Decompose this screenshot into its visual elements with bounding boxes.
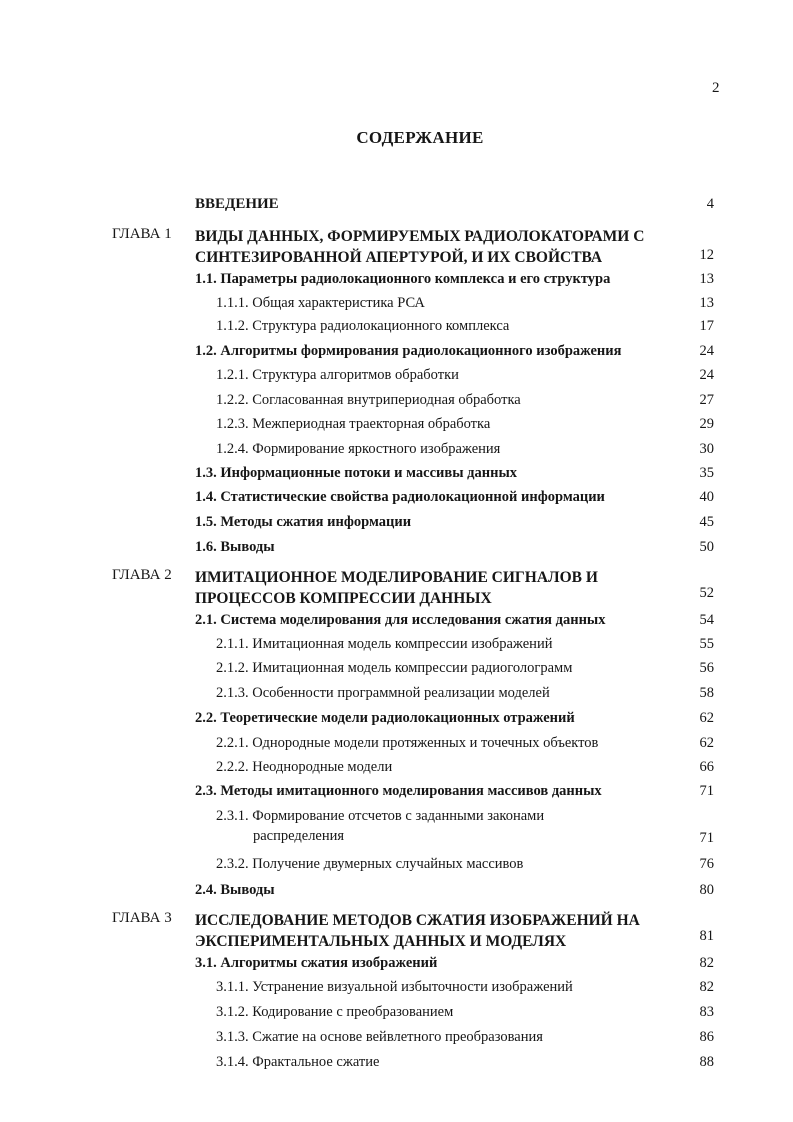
- toc-entry-text: 1.1.1. Общая характеристика РСА: [216, 295, 425, 311]
- chapter-title-line: ИМИТАЦИОННОЕ МОДЕЛИРОВАНИЕ СИГНАЛОВ И: [195, 569, 598, 586]
- toc-entry-text: 1.1. Параметры радиолокационного комплекса и его структура: [195, 271, 611, 287]
- chapter-title-line: ИССЛЕДОВАНИЕ МЕТОДОВ СЖАТИЯ ИЗОБРАЖЕНИЙ НА: [195, 912, 640, 929]
- toc-entry-page: 88: [699, 1054, 714, 1070]
- toc-entry-text: 3.1.2. Кодирование с преобразованием: [216, 1004, 454, 1020]
- toc-entry-page: 35: [699, 465, 714, 481]
- toc-entry-page: 24: [699, 343, 714, 359]
- toc-title: СОДЕРЖАНИЕ: [356, 128, 484, 147]
- toc-entry-page: 54: [699, 612, 714, 628]
- toc-entry-page: 13: [699, 271, 714, 287]
- page-number: 2: [712, 80, 720, 96]
- toc-entry-text: 2.3. Методы имитационного моделирования массивов данных: [195, 783, 602, 799]
- toc-entry-line: распределения: [253, 828, 345, 844]
- toc-entry-page: 17: [699, 318, 714, 334]
- toc-entry-text: 1.5. Методы сжатия информации: [195, 514, 412, 530]
- toc-entry-text: 3.1.4. Фрактальное сжатие: [216, 1054, 380, 1070]
- toc-entry-page: 86: [699, 1029, 714, 1045]
- toc-entry-page: 81: [699, 928, 714, 944]
- toc-entry-text: 3.1.3. Сжатие на основе вейвлетного преобразования: [216, 1029, 543, 1045]
- toc-entry-page: 71: [699, 830, 714, 846]
- toc-entry-text: 1.6. Выводы: [195, 539, 275, 555]
- toc-entry-page: 55: [699, 636, 714, 652]
- toc-entry-page: 12: [699, 247, 714, 263]
- toc-entry-text: 2.4. Выводы: [195, 882, 275, 898]
- toc-entry-text: 1.2.4. Формирование яркостного изображения: [216, 441, 501, 457]
- toc-entry-page: 13: [699, 295, 714, 311]
- toc-entry-text: 2.1.2. Имитационная модель компрессии радиоголограмм: [216, 660, 573, 676]
- toc-entry-page: 50: [699, 539, 714, 555]
- toc-entry-page: 45: [699, 514, 714, 530]
- toc-entry-page: 76: [699, 856, 714, 872]
- toc-entry-text: 1.1.2. Структура радиолокационного комплекса: [216, 318, 510, 334]
- toc-entry-page: 66: [699, 759, 714, 775]
- chapter-title: [195, 226, 675, 268]
- toc-entry-line: 2.3.1. Формирование отсчетов с заданными законами: [216, 808, 545, 824]
- chapter-title-line: ПРОЦЕССОВ КОМПРЕССИИ ДАННЫХ: [195, 590, 492, 607]
- toc-entry-text: 2.1.1. Имитационная модель компрессии изображений: [216, 636, 553, 652]
- toc-entry-text: 2.1. Система моделирования для исследования сжатия данных: [195, 612, 606, 628]
- toc-entry-page: 80: [699, 882, 714, 898]
- chapter-title-line: СИНТЕЗИРОВАННОЙ АПЕРТУРОЙ, И ИХ СВОЙСТВА: [195, 249, 603, 266]
- toc-entry-text: 1.2.2. Согласованная внутрипериодная обработка: [216, 392, 521, 408]
- toc-entry-page: 82: [699, 979, 714, 995]
- toc-entry-page: 52: [699, 585, 714, 601]
- toc-entry-text: 2.2.1. Однородные модели протяженных и точечных объектов: [216, 735, 599, 751]
- toc-entry-page: 27: [699, 392, 714, 408]
- toc-entry-page: 82: [699, 955, 714, 971]
- toc-entry-text: 1.2.1. Структура алгоритмов обработки: [216, 367, 459, 383]
- toc-entry-text: 1.4. Статистические свойства радиолокационной информации: [195, 489, 605, 505]
- toc-entry-page: 62: [699, 710, 714, 726]
- toc-entry-page: 4: [706, 196, 714, 212]
- toc-entry-page: 71: [699, 783, 714, 799]
- toc-entry-page: 24: [699, 367, 714, 383]
- toc-entry-text: 1.2.3. Межпериодная траекторная обработка: [216, 416, 491, 432]
- chapter-label: ГЛАВА 2: [112, 567, 172, 583]
- toc-entry-page: 30: [699, 441, 714, 457]
- chapter-label: ГЛАВА 1: [112, 226, 172, 242]
- toc-entry-text: 2.1.3. Особенности программной реализации моделей: [216, 685, 550, 701]
- toc-entry-page: 29: [699, 416, 714, 432]
- toc-entry-page: 62: [699, 735, 714, 751]
- toc-entry-text: [216, 806, 576, 846]
- toc-entry-text: ВВЕДЕНИЕ: [195, 196, 279, 212]
- toc-entry-text: 3.1.1. Устранение визуальной избыточности изображений: [216, 979, 573, 995]
- toc-entry-page: 58: [699, 685, 714, 701]
- toc-entry-page: 56: [699, 660, 714, 676]
- toc-entry-text: 2.3.2. Получение двумерных случайных массивов: [216, 856, 524, 872]
- chapter-title: [195, 910, 675, 952]
- toc-entry-text: 2.2.2. Неоднородные модели: [216, 759, 393, 775]
- toc-entry-page: 40: [699, 489, 714, 505]
- chapter-title-line: ВИДЫ ДАННЫХ, ФОРМИРУЕМЫХ РАДИОЛОКАТОРАМИ С: [195, 228, 645, 245]
- toc-entry-page: 83: [699, 1004, 714, 1020]
- toc-entry-text: 2.2. Теоретические модели радиолокационных отражений: [195, 710, 575, 726]
- toc-entry-text: 1.2. Алгоритмы формирования радиолокационного изображения: [195, 343, 622, 359]
- toc-entry-text: 3.1. Алгоритмы сжатия изображений: [195, 955, 438, 971]
- chapter-title: [195, 567, 675, 609]
- chapter-label: ГЛАВА 3: [112, 910, 172, 926]
- toc-entry-text: 1.3. Информационные потоки и массивы данных: [195, 465, 518, 481]
- chapter-title-line: ЭКСПЕРИМЕНТАЛЬНЫХ ДАННЫХ И МОДЕЛЯХ: [195, 933, 567, 950]
